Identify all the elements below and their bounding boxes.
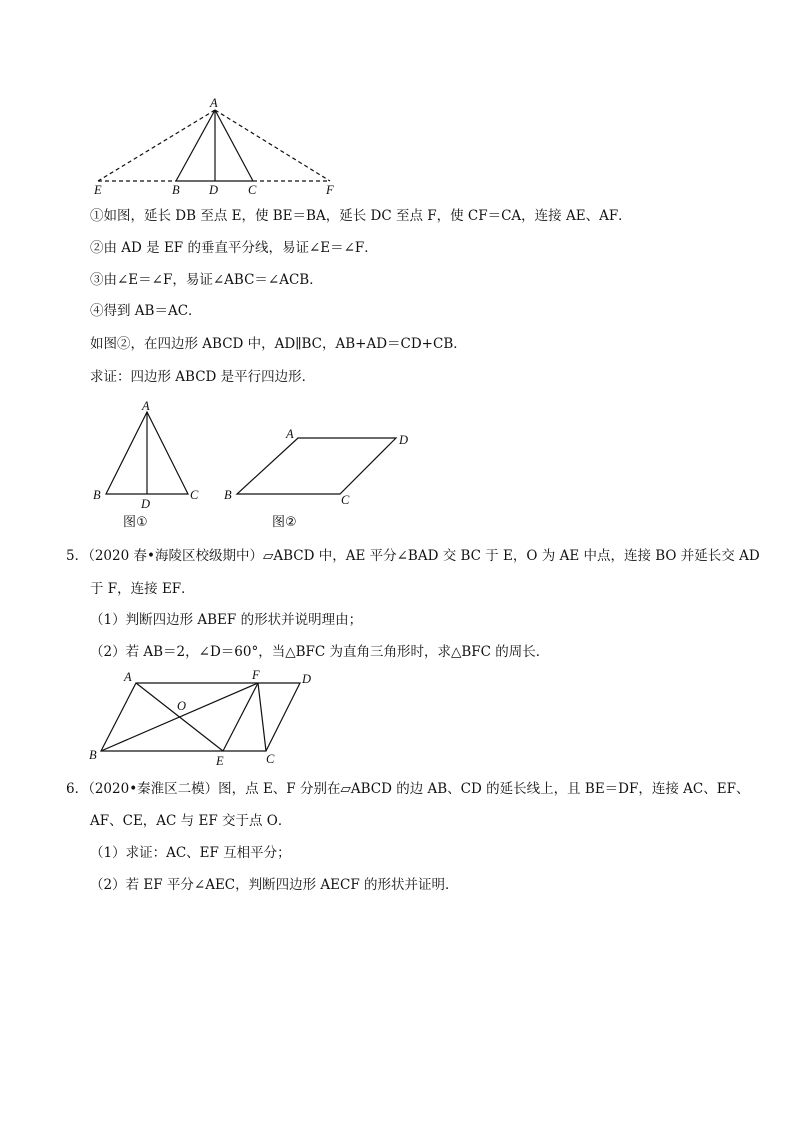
label-B: B [93, 488, 101, 502]
label-E: E [216, 754, 224, 768]
prove-statement: 求证：四边形 ABCD 是平行四边形． [90, 369, 316, 385]
label-F: F [252, 668, 260, 682]
figure-2-parallelogram [222, 425, 422, 510]
fig2-caption: 图② [272, 515, 297, 530]
q6-line2: AF、CE，AC 与 EF 交于点 O． [90, 813, 292, 829]
label-C: C [341, 493, 350, 507]
label-E: E [94, 183, 102, 197]
label-O: O [177, 699, 187, 713]
q5-part1: （1）判断四边形 ABEF 的形状并说明理由； [90, 612, 363, 628]
segment-AB [176, 110, 215, 181]
segment-FC [258, 683, 266, 751]
step-4: ④得到 AB＝AC． [90, 303, 202, 319]
segment-AC [215, 110, 253, 181]
q6-line1: 6．（2020•秦淮区二模）图，点 E、F 分别在▱ABCD 的边 AB、CD 的延长线上，且 BE＝DF，连接 AC、EF、 [66, 781, 750, 797]
figure-1-triangle [90, 398, 210, 513]
figure-top-triangle-extended [90, 95, 350, 195]
q5-part2: （2）若 AB＝2，∠D＝60°，当△BFC 为直角三角形时，求△BFC 的周长． [90, 644, 550, 660]
label-F: F [326, 183, 334, 197]
step-3: ③由∠E＝∠F，易证∠ABC＝∠ACB． [90, 272, 323, 288]
q6-part1: （1）求证：AC、EF 互相平分； [90, 845, 291, 861]
label-A: A [286, 427, 294, 441]
quadrilateral-ABCD [237, 438, 396, 494]
figure-q5-parallelogram [86, 665, 326, 770]
q6-part2: （2）若 EF 平分∠AEC，判断四边形 AECF 的形状并证明． [90, 877, 459, 893]
label-D: D [302, 672, 312, 686]
segment-BF [101, 683, 258, 751]
segment-AF [215, 110, 330, 181]
fig2-statement: 如图②，在四边形 ABCD 中，AD∥BC，AB+AD＝CD+CB． [90, 336, 467, 352]
label-A: A [124, 670, 132, 684]
label-D: D [141, 497, 151, 511]
label-D: D [399, 433, 409, 447]
label-C: C [266, 752, 275, 766]
segment-AE [98, 110, 215, 181]
q5-line2: 于 F，连接 EF． [90, 581, 195, 597]
label-A: A [142, 399, 150, 413]
label-C: C [190, 488, 199, 502]
step-1: ①如图，延长 DB 至点 E，使 BE＝BA，延长 DC 至点 F，使 CF＝CA，连接 AE、AF． [90, 208, 632, 224]
label-B: B [89, 748, 97, 762]
segment-EF [223, 683, 258, 751]
step-2: ②由 AD 是 EF 的垂直平分线，易证∠E＝∠F． [90, 240, 378, 256]
label-B: B [172, 183, 180, 197]
label-D: D [209, 183, 219, 197]
label-C: C [248, 183, 257, 197]
q5-line1: 5．（2020 春•海陵区校级期中）▱ABCD 中，AE 平分∠BAD 交 BC 于 E，O 为 AE 中点，连接 BO 并延长交 AD [66, 548, 760, 564]
fig1-caption: 图① [123, 515, 148, 530]
label-B: B [224, 488, 232, 502]
parallelogram-ABCD [101, 683, 300, 751]
label-A: A [210, 96, 218, 110]
